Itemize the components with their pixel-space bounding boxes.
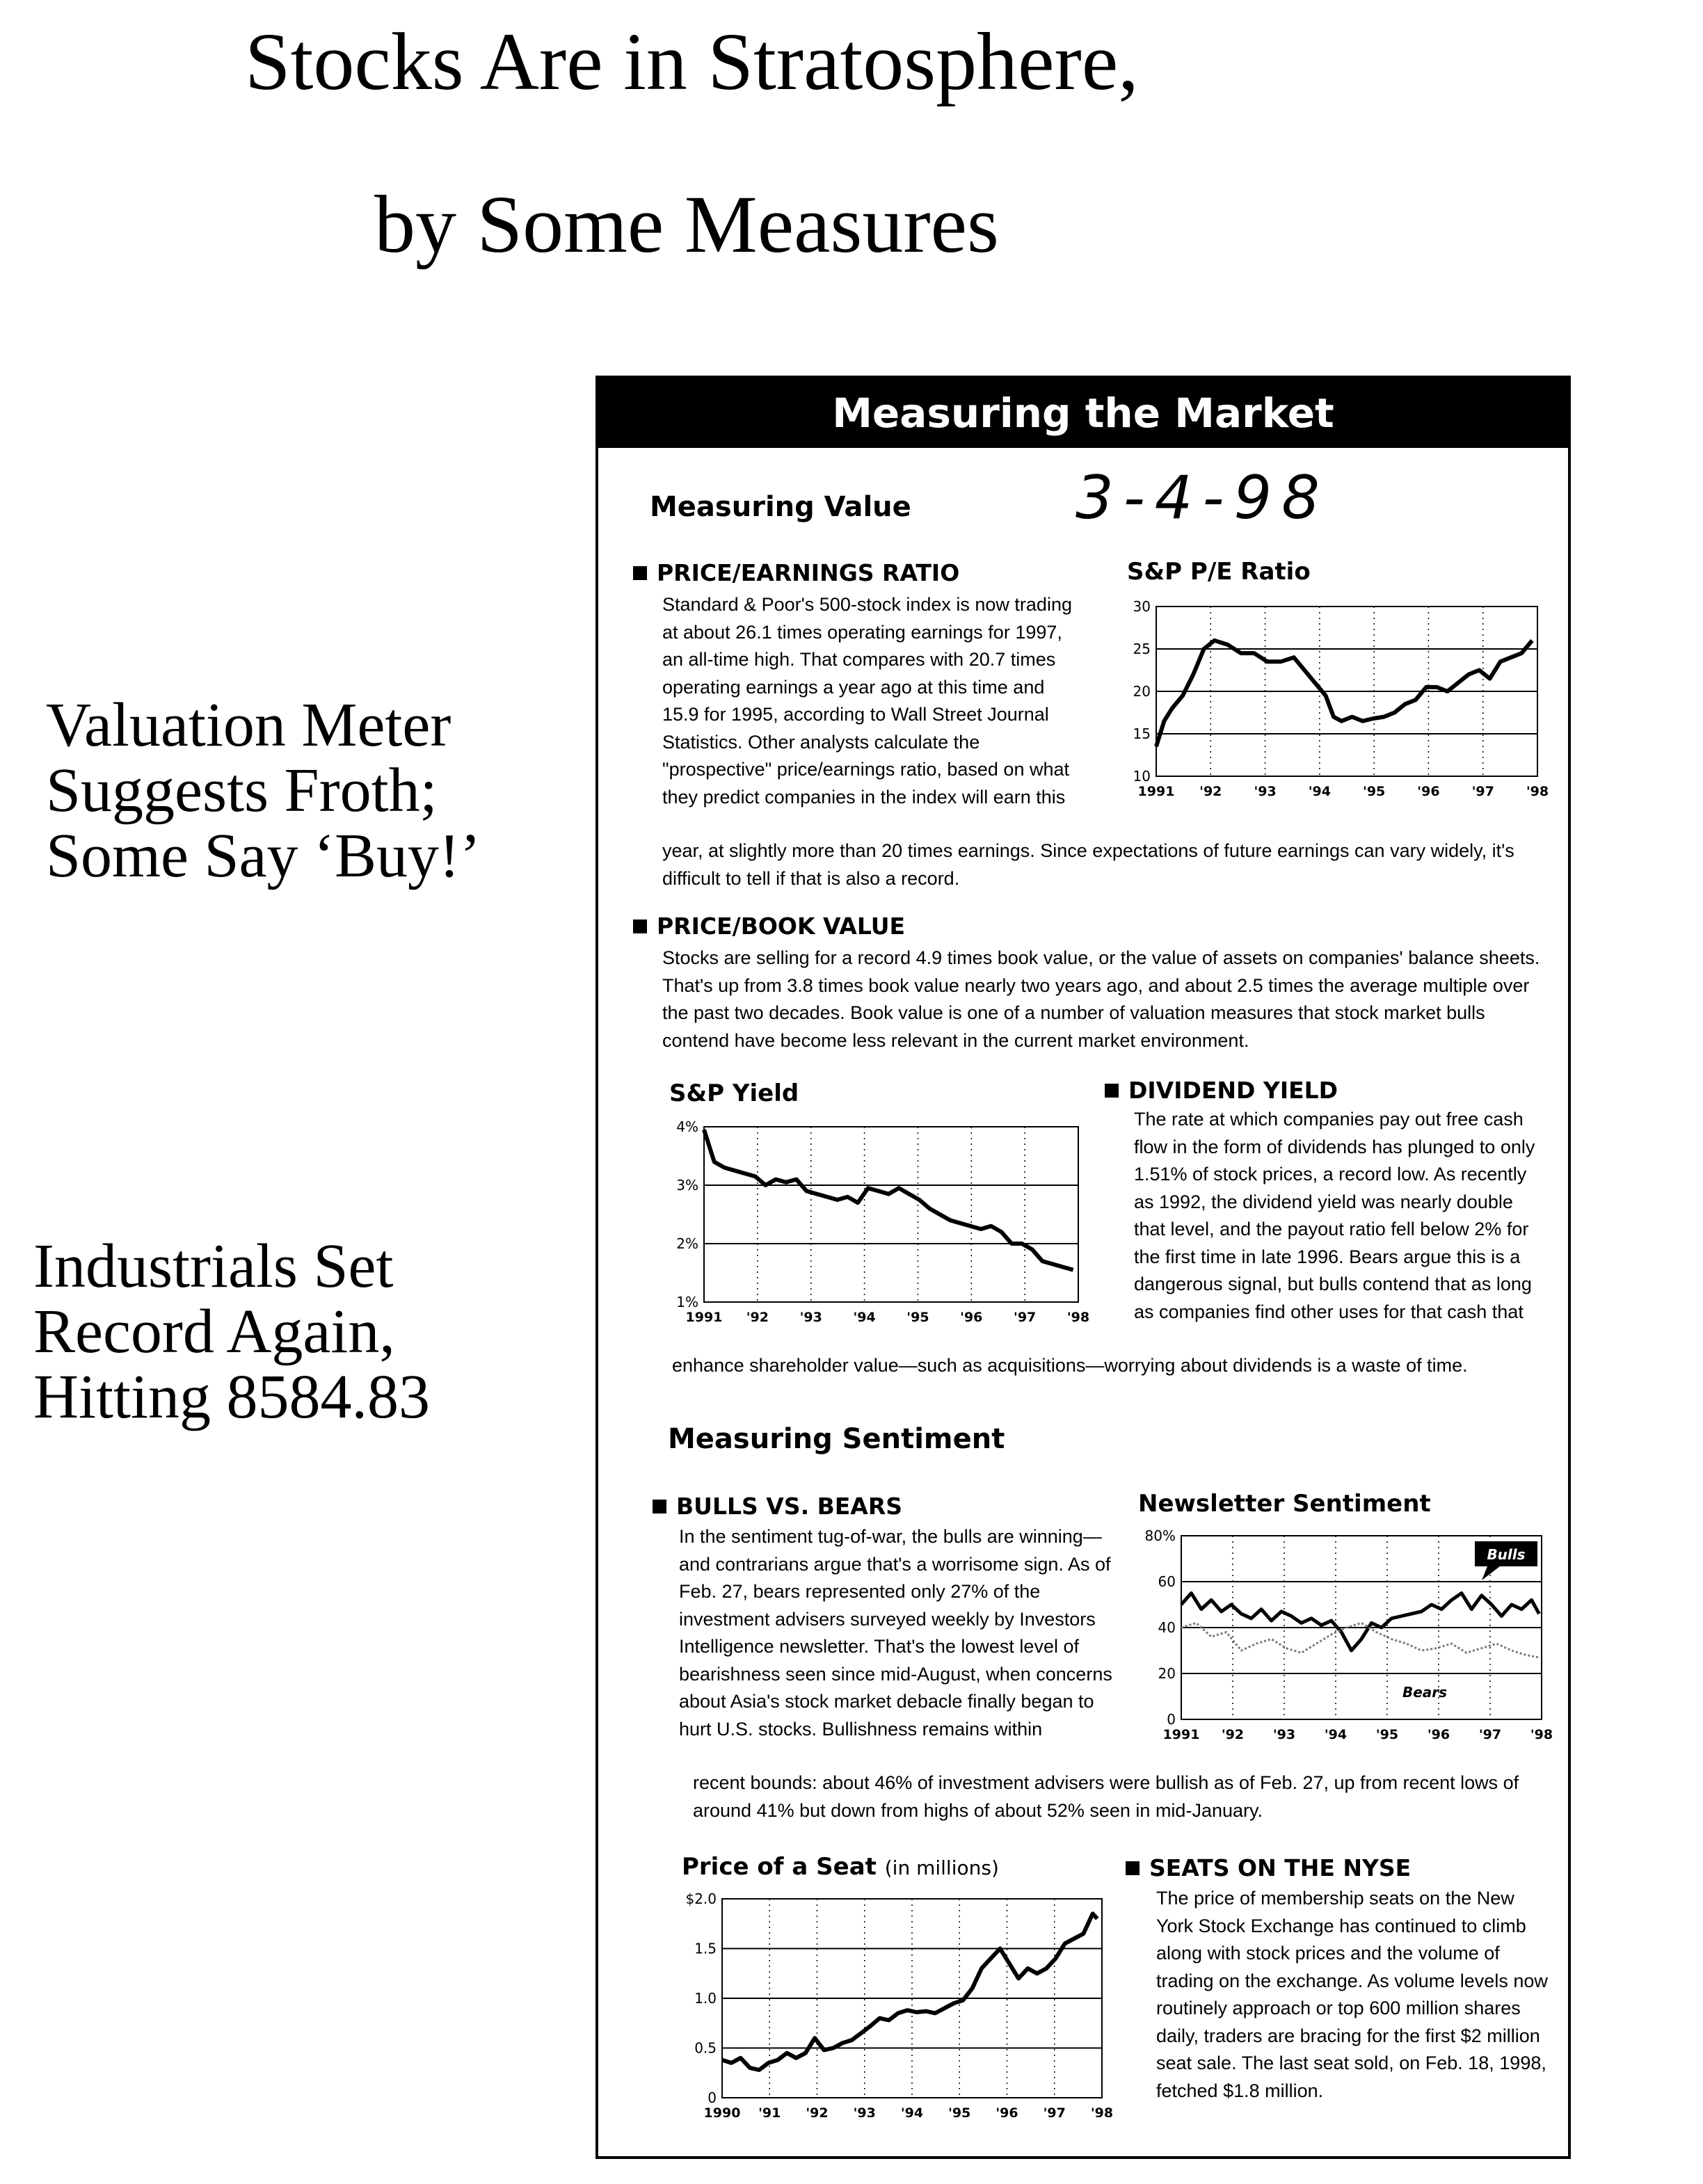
- x-tick-label: '98: [1090, 2105, 1113, 2117]
- bulls-heading: BULLS VS. BEARS: [653, 1493, 902, 1520]
- side-headline-industrials: [33, 1234, 430, 1430]
- legend-bears-label: Bears: [1402, 1684, 1448, 1701]
- legend-bulls-label: Bulls: [1487, 1546, 1526, 1563]
- y-tick-label: 0: [707, 2089, 717, 2106]
- x-tick-label: '92: [806, 2105, 829, 2117]
- side-headline-line: Industrials Set: [33, 1232, 394, 1301]
- bulls-text: In the sentiment tug-of-war, the bulls are winning—and contrarians argue that's a worrisome sign. As of Feb. 27, bears represented only 27% of the investment advisers surveyed weekly by Investors Intelligence newsletter. That's the lowest level of bearishness seen since mid-August, when concerns about Asia's stock market debacle finally began to hurt U.S. stocks. Bullishness remains within: [679, 1526, 1112, 1740]
- x-tick-label: '97: [1043, 2105, 1066, 2117]
- x-tick-label: 1990: [703, 2105, 741, 2117]
- y-tick-label: 20: [1158, 1665, 1176, 1682]
- y-tick-label: 30: [1133, 598, 1151, 615]
- side-headline-line: Suggests Froth;: [46, 756, 438, 825]
- box-title-bar: Measuring the Market: [598, 378, 1568, 448]
- series-line-bulls: [1181, 1593, 1539, 1651]
- x-tick-label: '95: [948, 2105, 971, 2117]
- pe-heading: PRICE/EARNINGS RATIO: [633, 559, 959, 586]
- bullet-square-icon: [1105, 1084, 1119, 1098]
- pb-heading: PRICE/BOOK VALUE: [633, 913, 905, 940]
- x-tick-label: '98: [1526, 784, 1549, 799]
- x-tick-label: 1991: [1162, 1727, 1200, 1742]
- side-headline-line: Record Again,: [33, 1297, 395, 1366]
- y-tick-label: 1.5: [694, 1940, 717, 1957]
- x-tick-label: '93: [1254, 784, 1277, 799]
- side-headline-valuation: [46, 693, 481, 889]
- dividend-text: The rate at which companies pay out free cash flow in the form of dividends has plunged to only 1.51% of stock prices, a record low. As recently as 1992, the dividend yield was nearly double that level, and the payout ratio fell below 2% for the first time in late 1996. Bears argue this is a dangerous signal, but bulls contend that as long as companies find other uses for that cash that: [1134, 1109, 1535, 1322]
- x-tick-label: '98: [1066, 1310, 1090, 1325]
- y-tick-label: 15: [1133, 725, 1151, 742]
- yield-chart-title: S&P Yield: [669, 1079, 799, 1107]
- y-tick-label: 80%: [1144, 1527, 1176, 1544]
- y-tick-label: 0.5: [694, 2039, 717, 2057]
- bullet-square-icon: [653, 1500, 666, 1513]
- x-tick-label: '97: [1014, 1310, 1037, 1325]
- bullet-square-icon: [1126, 1861, 1140, 1875]
- x-tick-label: '93: [853, 2105, 876, 2117]
- x-tick-label: '96: [1417, 784, 1440, 799]
- x-tick-label: '92: [1221, 1727, 1245, 1742]
- x-tick-label: '96: [960, 1310, 983, 1325]
- dividend-text-continued: enhance shareholder value—such as acquisitions—worrying about dividends is a waste of time.: [672, 1355, 1468, 1376]
- y-tick-label: 25: [1133, 641, 1151, 657]
- y-tick-label: 0: [1167, 1711, 1176, 1728]
- y-tick-label: 3%: [676, 1177, 698, 1194]
- seats-text: The price of membership seats on the New York Stock Exchange has continued to climb along with stock prices and the volume of trading on the exchange. As volume levels now routinely approach or top 600 million shares daily, traders are bracing for the first $2 million seat sale. The last seat sold, on Feb. 18, 1998, fetched $1.8 million.: [1156, 1888, 1548, 2101]
- x-tick-label: '97: [1478, 1727, 1502, 1742]
- pe-chart-title: S&P P/E Ratio: [1127, 558, 1311, 586]
- x-tick-label: '91: [758, 2105, 781, 2117]
- y-tick-label: 4%: [676, 1118, 698, 1135]
- series-line-yield: [704, 1130, 1073, 1270]
- side-headline-line: Some Say ‘Buy!’: [46, 821, 481, 890]
- x-tick-label: '98: [1530, 1727, 1553, 1742]
- pe-text: Standard & Poor's 500-stock index is now trading at about 26.1 times operating earnings for 1997, an all-time high. That compares with 20.7 times operating earnings a year ago at this time and 15.9 for 1995, according to Wall Street Journal Statistics. Other analysts calculate the "prospective" price/earnings ratio, based on what they predict companies in the index will earn this: [662, 594, 1072, 808]
- x-tick-label: '92: [1199, 784, 1222, 799]
- plot-frame: [704, 1127, 1078, 1302]
- x-tick-label: '93: [799, 1310, 822, 1325]
- bullet-square-icon: [633, 920, 647, 933]
- measuring-value-heading: Measuring Value: [650, 491, 911, 523]
- x-tick-label: '94: [1324, 1727, 1348, 1742]
- seat-chart-title: Price of a Seat (in millions): [682, 1853, 999, 1881]
- headline-line-1: Stocks Are in Stratosphere,: [245, 16, 1139, 107]
- x-tick-label: '94: [853, 1310, 876, 1325]
- measuring-sentiment-heading: Measuring Sentiment: [668, 1423, 1005, 1455]
- bulls-text-continued: recent bounds: about 46% of investment advisers were bullish as of Feb. 27, up from recent lows of around 41% but down from highs of about 52% seen in mid-January.: [693, 1772, 1519, 1821]
- y-tick-label: 10: [1133, 768, 1151, 785]
- handwritten-date: 3-4-98: [1076, 463, 1329, 533]
- y-tick-label: 20: [1133, 683, 1151, 700]
- x-tick-label: '94: [1308, 784, 1331, 799]
- pe-chart: [1106, 591, 1551, 807]
- seat-chart: [675, 1886, 1113, 2117]
- side-headline-line: Valuation Meter: [46, 691, 451, 760]
- pe-text-continued: year, at slightly more than 20 times earnings. Since expectations of future earnings can vary widely, it's difficult to tell if that is also a record.: [662, 840, 1514, 889]
- headline-line-2: by Some Measures: [374, 179, 999, 270]
- sentiment-chart: [1127, 1520, 1558, 1750]
- legend-bulls-pointer: [1482, 1566, 1500, 1580]
- x-tick-label: '93: [1272, 1727, 1296, 1742]
- x-tick-label: 1991: [685, 1310, 723, 1325]
- seats-heading: SEATS ON THE NYSE: [1126, 1854, 1411, 1881]
- side-headline-line: Hitting 8584.83: [33, 1363, 431, 1431]
- x-tick-label: '95: [1363, 784, 1386, 799]
- series-line-seat-price: [722, 1913, 1097, 2070]
- y-tick-label: 60: [1158, 1573, 1176, 1590]
- x-tick-label: '96: [1427, 1727, 1450, 1742]
- y-tick-label: $2.0: [685, 1890, 717, 1907]
- yield-chart: [661, 1113, 1092, 1328]
- x-tick-label: '96: [996, 2105, 1018, 2117]
- x-tick-label: 1991: [1137, 784, 1175, 799]
- bullet-square-icon: [633, 566, 647, 580]
- dividend-heading: DIVIDEND YIELD: [1105, 1077, 1338, 1104]
- x-tick-label: '97: [1471, 784, 1494, 799]
- x-tick-label: '95: [906, 1310, 929, 1325]
- pb-text: Stocks are selling for a record 4.9 times book value, or the value of assets on companies' balance sheets. That's up from 3.8 times book value nearly two years ago, and about 2.5 times the average multiple over the past two decades. Book value is one of a number of valuation measures that stock market bulls contend have become less relevant in the current market environment.: [662, 947, 1540, 1051]
- x-tick-label: '95: [1375, 1727, 1399, 1742]
- y-tick-label: 1.0: [694, 1990, 717, 2007]
- y-tick-label: 2%: [676, 1235, 698, 1252]
- y-tick-label: 1%: [676, 1294, 698, 1310]
- y-tick-label: 40: [1158, 1619, 1176, 1636]
- x-tick-label: '94: [900, 2105, 924, 2117]
- series-line-p-e: [1156, 641, 1532, 747]
- sentiment-chart-title: Newsletter Sentiment: [1138, 1490, 1431, 1518]
- x-tick-label: '92: [746, 1310, 769, 1325]
